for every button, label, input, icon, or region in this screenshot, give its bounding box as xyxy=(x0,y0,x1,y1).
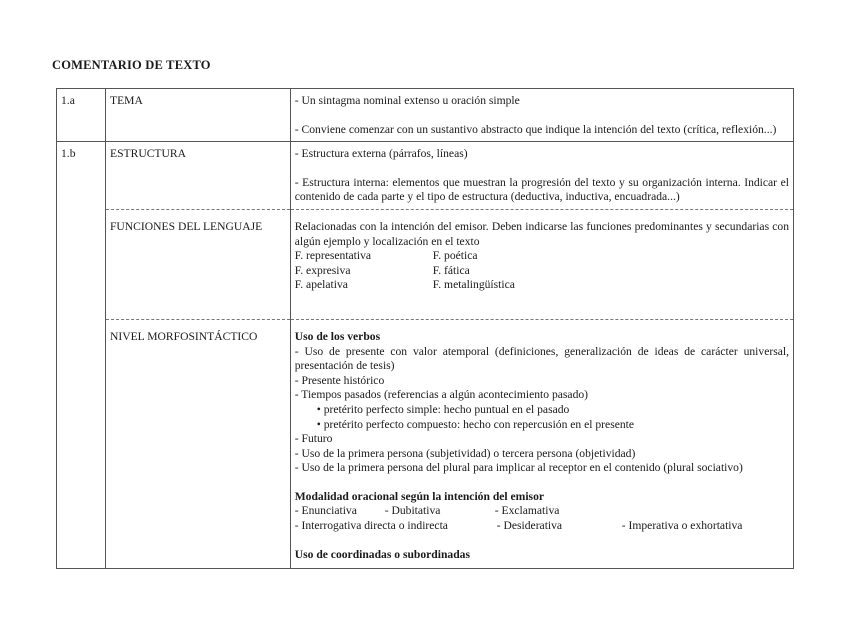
modality-row: - Interrogativa directa o indirecta - Desiderativa - Imperativa o exhortativa xyxy=(294,519,743,533)
commentary-table xyxy=(56,88,794,569)
row-tema xyxy=(57,89,794,142)
modality-heading: Modalidad oracional según la intención del emisor xyxy=(294,489,545,503)
coordination-heading: Uso de coordinadas o subordinadas xyxy=(294,547,470,561)
row-label: TEMA xyxy=(105,89,290,142)
desc-line: - Uso de la primera persona (subjetividad) o tercera persona (objetividad) xyxy=(294,446,636,460)
desc-line: - Estructura interna: elementos que muestran la progresión del texto y su organización interna. Indicar el contenido de cada parte y el tipo de estructura (deductiva, inductiva, encuadrada...) xyxy=(294,175,789,204)
row-description xyxy=(290,319,793,568)
sub-line: • pretérito perfecto simple: hecho puntual en el pasado xyxy=(316,402,570,416)
functions-intro: Relacionadas con la intención del emisor. Deben indicarse las funciones predominantes y secundarias con algún ejemplo y localización en el texto xyxy=(294,219,789,248)
desc-line: - Presente histórico xyxy=(294,373,385,387)
desc-line: - Estructura externa (párrafos, líneas) xyxy=(294,147,468,161)
verbs-heading: Uso de los verbos xyxy=(294,329,381,343)
document-title: COMENTARIO DE TEXTO xyxy=(52,58,211,72)
function-pair: F. representativa F. poética xyxy=(294,249,478,263)
row-number: 1.a xyxy=(57,89,106,142)
desc-line: - Futuro xyxy=(294,432,333,446)
desc-line: - Un sintagma nominal extenso u oración simple xyxy=(294,94,520,107)
sub-line: • pretérito perfecto compuesto: hecho con repercusión en el presente xyxy=(316,417,635,431)
row-label: ESTRUCTURA xyxy=(105,142,290,210)
row-estructura xyxy=(57,142,794,210)
function-pair: F. expresiva F. fática xyxy=(294,263,470,277)
row-number: 1.b xyxy=(57,142,106,210)
row-description xyxy=(290,209,793,319)
row-label: FUNCIONES DEL LENGUAJE xyxy=(105,209,290,319)
function-pair: F. apelativa F. metalingüística xyxy=(294,278,515,292)
row-morfosintactico xyxy=(57,319,794,568)
desc-line: - Uso de la primera persona del plural para implicar al receptor en el contenido (plural sociativo) xyxy=(294,461,743,475)
desc-line: - Conviene comenzar con un sustantivo abstracto que indique la intención del texto (crítica, reflexión...) xyxy=(294,122,777,136)
desc-line: - Uso de presente con valor atemporal (definiciones, generalización de ideas de carácter universal, presentación de tesis) xyxy=(294,344,789,373)
modality-row: - Enunciativa - Dubitativa - Exclamativa xyxy=(294,504,560,518)
row-funciones xyxy=(57,209,794,319)
desc-line: - Tiempos pasados (referencias a algún acontecimiento pasado) xyxy=(294,388,589,402)
row-description xyxy=(290,142,793,210)
row-description xyxy=(290,89,793,142)
row-label: NIVEL MORFOSINTÁCTICO xyxy=(105,319,290,568)
